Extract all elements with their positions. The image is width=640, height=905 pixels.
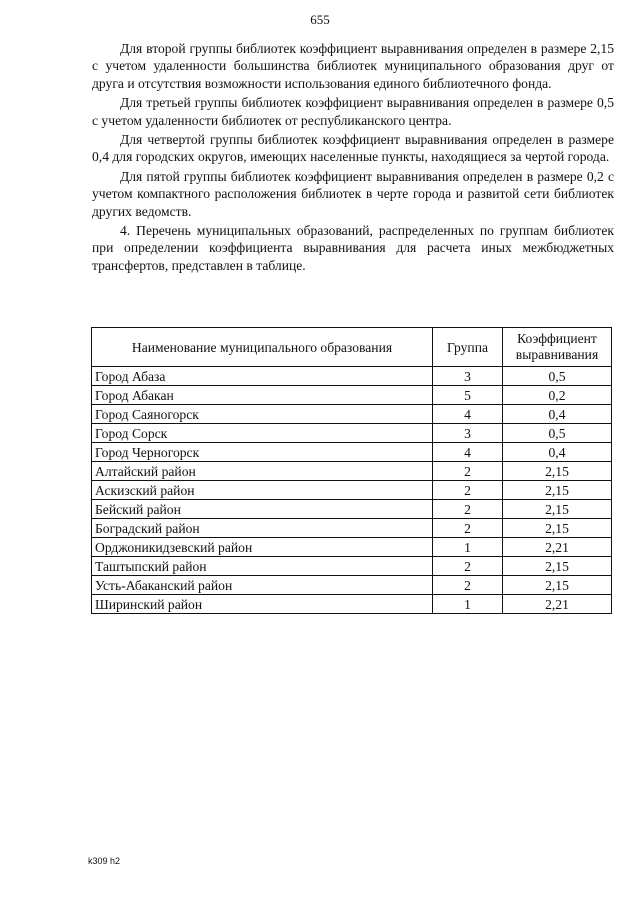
municipality-name-cell: Город Абаза [92, 367, 433, 386]
table-row [92, 367, 612, 386]
group-cell: 2 [433, 500, 503, 519]
municipalities-table-container [91, 327, 612, 614]
paragraph: Для третьей группы библиотек коэффициент выравнивания определен в размере 0,5 с учетом удаленности библиотек от республиканского центра. [92, 95, 614, 128]
group-cell: 4 [433, 443, 503, 462]
paragraph: 4. Перечень муниципальных образований, распределенных по группам библиотек при определении коэффициента выравнивания для расчета иных межбюджетных трансфертов, представлен в таблице. [92, 223, 614, 273]
paragraph: Для пятой группы библиотек коэффициент выравнивания определен в размере 0,2 с учетом компактного расположения библиотек в черте города и развитой сети библиотек других ведомств. [92, 168, 614, 219]
coefficient-cell: 2,15 [503, 500, 612, 519]
group-cell: 1 [433, 538, 503, 557]
coefficient-cell: 2,21 [503, 595, 612, 614]
group-cell: 5 [433, 386, 503, 405]
group-cell: 2 [433, 462, 503, 481]
coefficient-cell: 2,21 [503, 538, 612, 557]
coefficient-cell: 2,15 [503, 519, 612, 538]
municipality-name-cell: Город Саяногорск [92, 405, 433, 424]
coefficient-cell: 0,5 [503, 424, 612, 443]
municipality-name-cell: Таштыпский район [92, 557, 433, 576]
municipality-name-cell: Алтайский район [92, 462, 433, 481]
group-cell: 2 [433, 519, 503, 538]
coefficient-cell: 2,15 [503, 557, 612, 576]
table-row [92, 500, 612, 519]
group-cell: 4 [433, 405, 503, 424]
table-row [92, 386, 612, 405]
footer-code: k309 h2 [88, 856, 121, 866]
municipality-name-cell: Город Сорск [92, 424, 433, 443]
municipality-name-cell: Город Черногорск [92, 443, 433, 462]
body-text [92, 40, 614, 276]
coefficient-cell: 2,15 [503, 576, 612, 595]
table-row [92, 405, 612, 424]
group-cell: 2 [433, 557, 503, 576]
table-row [92, 443, 612, 462]
group-cell: 3 [433, 424, 503, 443]
table-body [92, 367, 612, 614]
municipality-name-cell: Бейский район [92, 500, 433, 519]
paragraph: Для четвертой группы библиотек коэффициент выравнивания определен в размере 0,4 для городских округов, имеющих населенные пункты, находящиеся за чертой города. [92, 132, 614, 165]
coefficient-cell: 0,4 [503, 405, 612, 424]
header-group: Группа [433, 328, 503, 367]
municipality-name-cell: Аскизский район [92, 481, 433, 500]
table-row [92, 538, 612, 557]
header-coefficient: Коэффициент выравнивания [503, 328, 612, 367]
table-header-row [92, 328, 612, 367]
table-row [92, 557, 612, 576]
municipality-name-cell: Город Абакан [92, 386, 433, 405]
municipality-name-cell: Боградский район [92, 519, 433, 538]
table-row [92, 576, 612, 595]
municipality-name-cell: Усть-Абаканский район [92, 576, 433, 595]
group-cell: 2 [433, 481, 503, 500]
coefficient-cell: 2,15 [503, 462, 612, 481]
municipality-name-cell: Орджоникидзевский район [92, 538, 433, 557]
municipality-name-cell: Ширинский район [92, 595, 433, 614]
group-cell: 2 [433, 576, 503, 595]
municipalities-table [91, 327, 612, 614]
table-row [92, 481, 612, 500]
coefficient-cell: 0,2 [503, 386, 612, 405]
table-row [92, 519, 612, 538]
table-row [92, 424, 612, 443]
coefficient-cell: 0,4 [503, 443, 612, 462]
header-name: Наименование муниципального образования [92, 328, 433, 367]
page-number: 655 [310, 12, 330, 27]
group-cell: 1 [433, 595, 503, 614]
table-row [92, 462, 612, 481]
paragraph: Для второй группы библиотек коэффициент выравнивания определен в размере 2,15 с учетом удаленности большинства библиотек муниципального образования друг от друга и отсутствия возможности использования единого библиотечного фонда. [92, 41, 614, 91]
group-cell: 3 [433, 367, 503, 386]
coefficient-cell: 0,5 [503, 367, 612, 386]
coefficient-cell: 2,15 [503, 481, 612, 500]
table-row [92, 595, 612, 614]
